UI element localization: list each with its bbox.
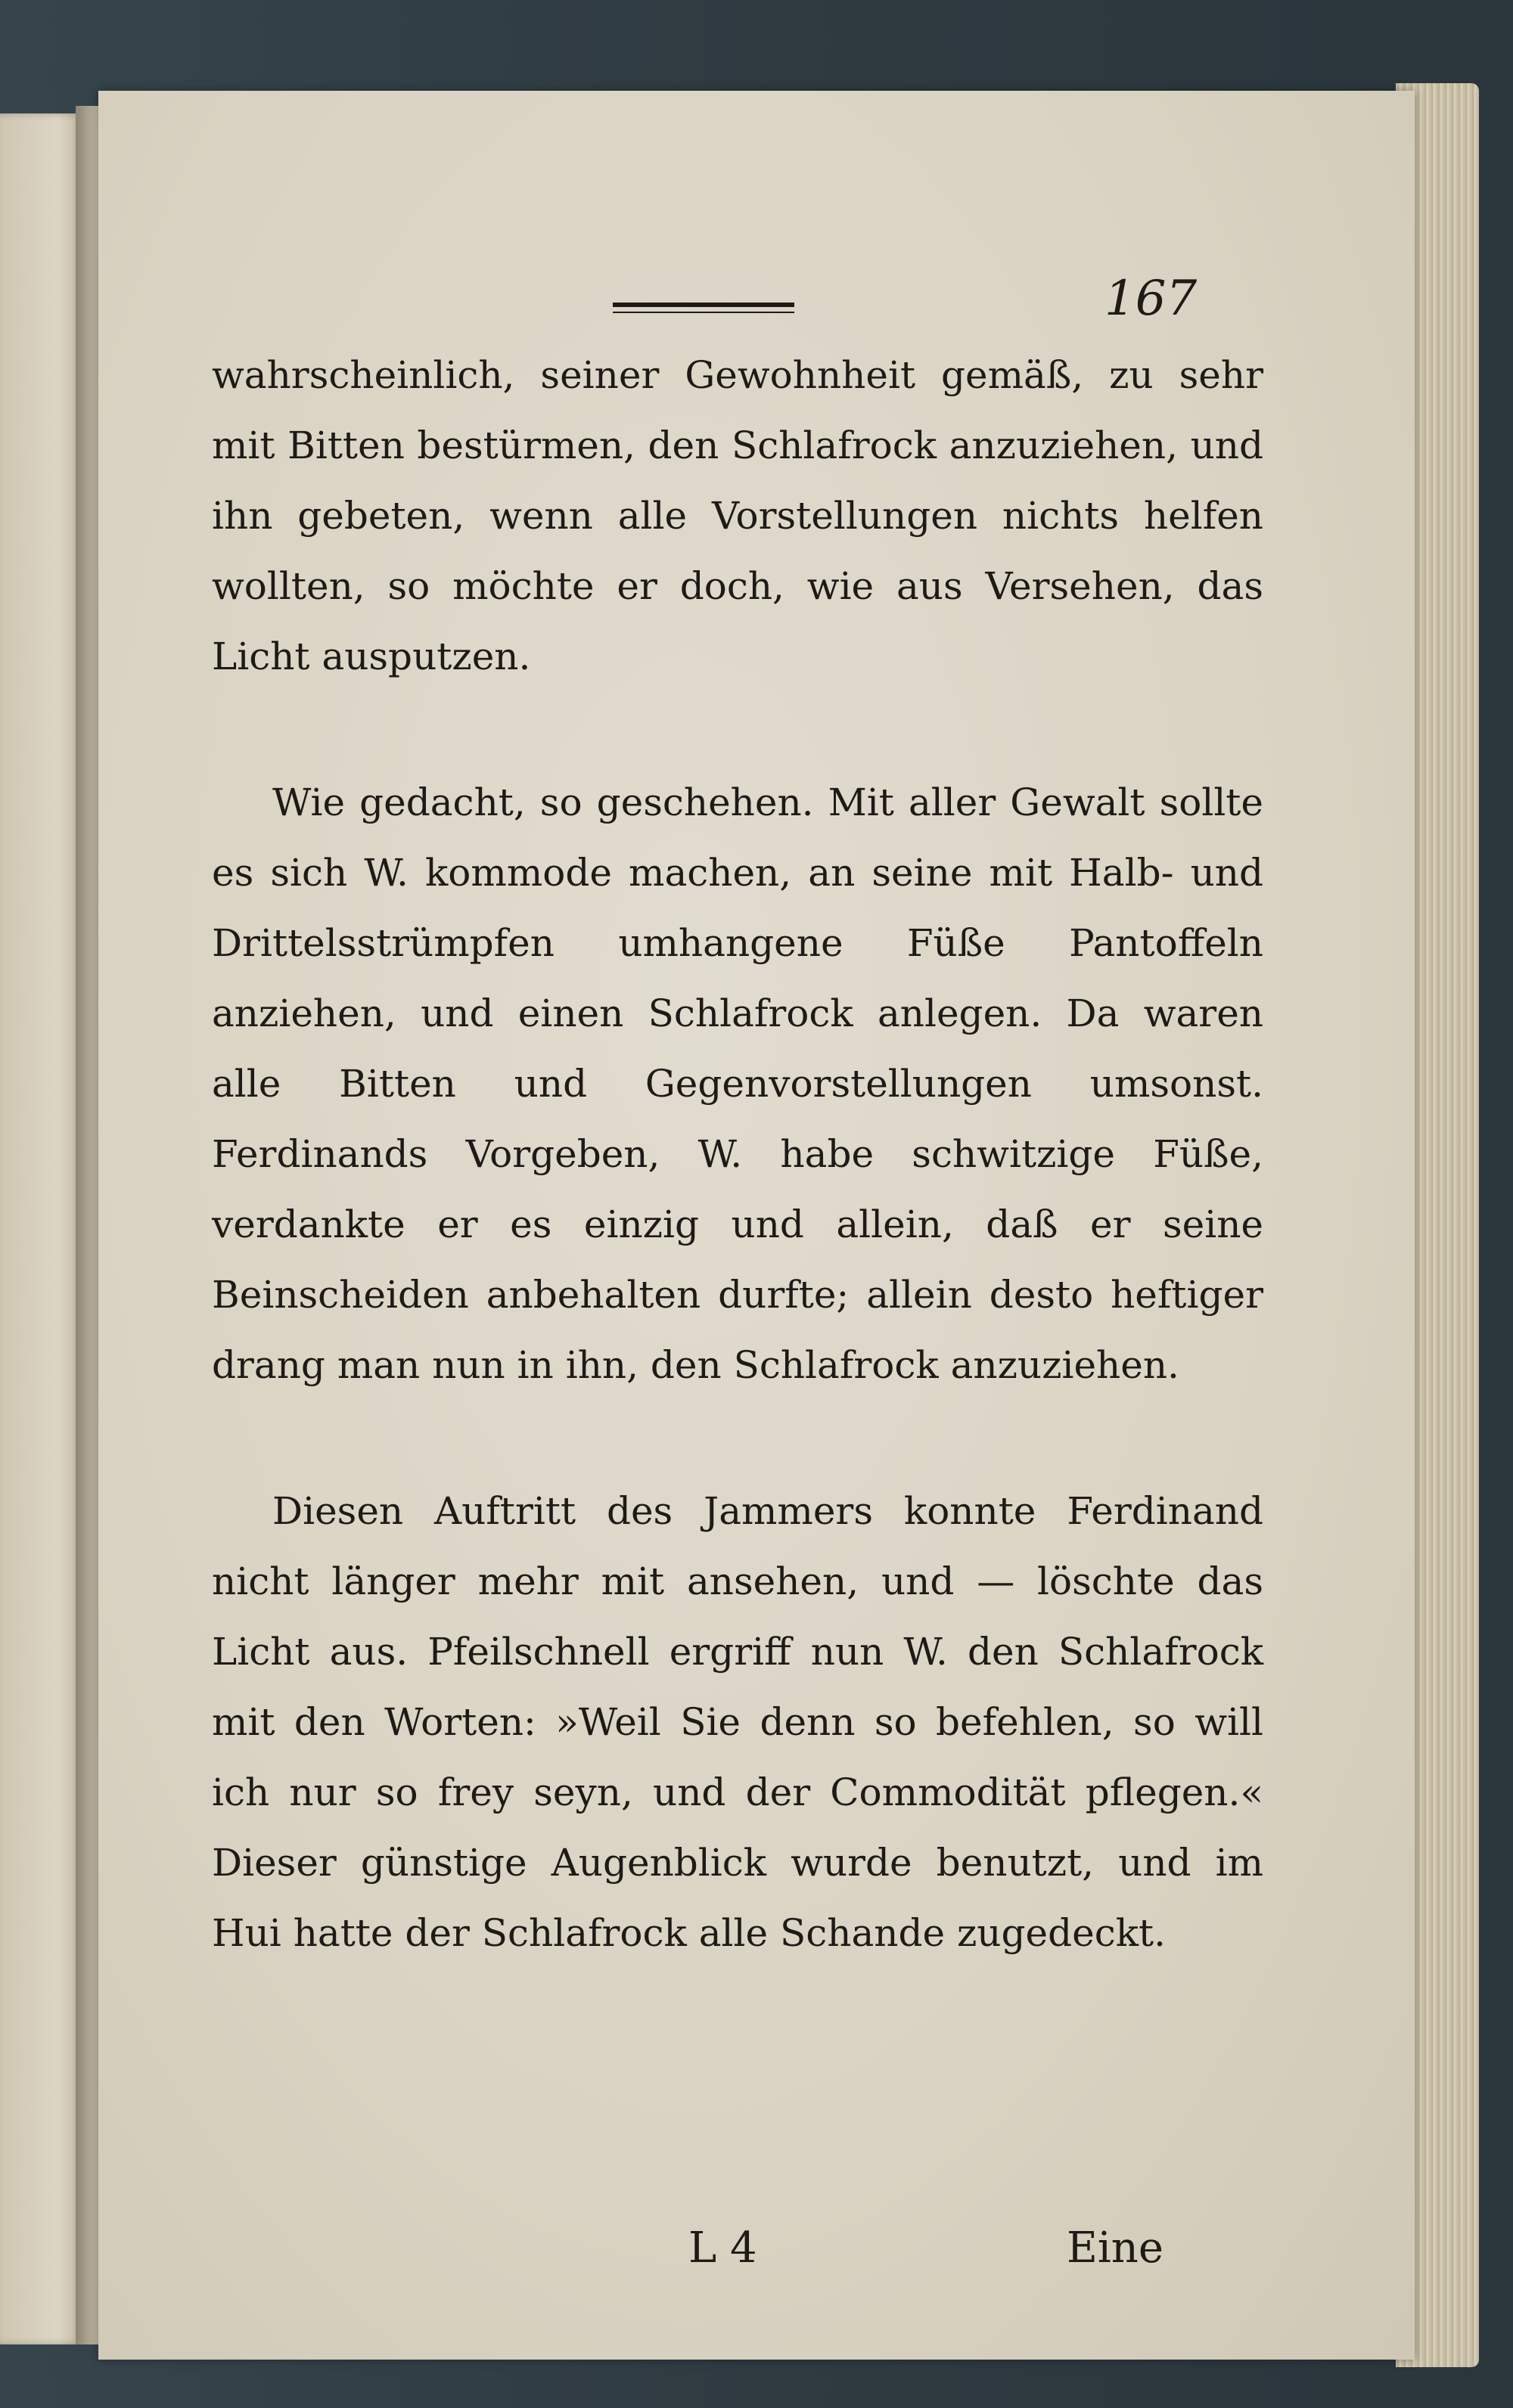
paragraph-3: Diesen Auftritt des Jammers konnte Ferdinand nicht länger mehr mit ansehen, und — löschte das Licht aus. Pfeilschnell ergriff nun W. den Schlafrock mit den Worten: »Weil Sie denn so befehlen, so will ich nur so frey seyn, und der Commodität pflegen.« Dieser günstige Augenblick wurde benutzt, und im Hui hatte der Schlafrock alle Schande zugedeckt.	[212, 1489, 1263, 1955]
body-text	[212, 340, 1263, 1969]
paragraph-2: Wie gedacht, so geschehen. Mit aller Gewalt sollte es sich W. kommode machen, an seine mit Halb- und Drittelsstrümpfen umhangene Füße Pantoffeln anziehen, und einen Schlafrock anlegen. Da waren alle Bitten und Gegenvorstellungen umsonst. Ferdinands Vorgeben, W. habe schwitzige Füße, verdankte er es einzig und allein, daß er seine Beinscheiden anbehalten durfte; allein desto heftiger drang man nun in ihn, den Schlafrock anzuziehen.	[212, 780, 1263, 1387]
header-rule	[613, 303, 794, 307]
paragraph-1: wahrscheinlich, seiner Gewohnheit gemäß, zu sehr mit Bitten bestürmen, den Schlafrock anzuziehen, und ihn gebeten, wenn alle Vorstellungen nichts helfen wollten, so möchte er doch, wie aus Versehen, das Licht ausputzen.	[212, 353, 1263, 678]
catchword: Eine	[1067, 2223, 1163, 2273]
page-number: 167	[1104, 271, 1198, 327]
signature-mark: L 4	[688, 2223, 757, 2273]
left-page-edge	[0, 113, 83, 2344]
book-page	[98, 91, 1415, 2360]
